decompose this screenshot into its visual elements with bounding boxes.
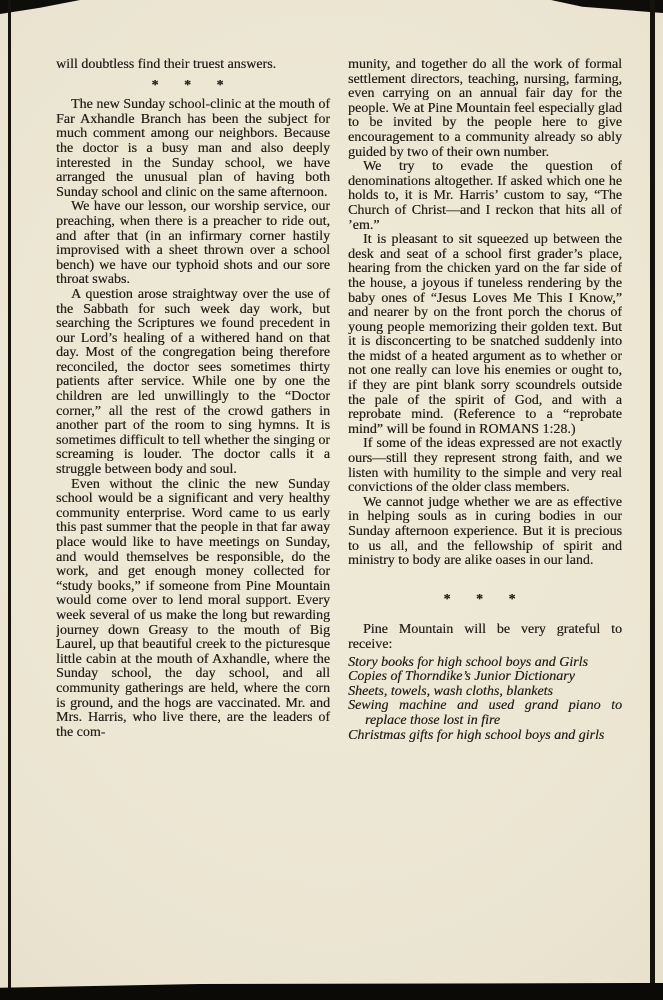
wish-list-item: Sheets, towels, wash cloths, blankets xyxy=(348,683,553,699)
page-content xyxy=(56,58,622,980)
paragraph: If some of the ideas expressed are not exactly ours—still they represent strong faith, and we listen with humility to the simple and very real convictions of the older class members. xyxy=(348,436,622,496)
scan-artifact-bottom-edge-bar xyxy=(0,983,663,1000)
paragraph: The new Sunday school-clinic at the mouth of Far Axhandle Branch has been the subject for much comment among our neighbors. Because the doctor is a busy man and also deeply interested in the Sunday school, we have arranged the unusual plan of having both Sunday school and clinic on the same afternoon. xyxy=(56,97,330,200)
section-separator: * * * xyxy=(151,77,235,93)
appeal-intro-paragraph: Pine Mountain will be very grateful to receive: xyxy=(348,622,622,652)
wish-list xyxy=(348,656,622,744)
continuation-paragraph: munity, and together do all the work of formal settlement directors, teaching, nursing, farming, even carrying on an annual fair day for the people. We at Pine Mountain feel especially glad to be invited by the people here to give encouragement to a community already so ably guided by two of their own number. xyxy=(348,58,622,160)
scan-artifact-left-edge-line xyxy=(8,0,11,1000)
continuation-paragraph: will doubtless find their truest answers. xyxy=(56,58,277,72)
left-column xyxy=(56,58,330,980)
scan-artifact-top-right-corner xyxy=(551,0,663,13)
section-separator: * * * xyxy=(443,591,527,607)
right-column xyxy=(348,58,622,980)
scan-artifact-right-edge-line xyxy=(650,0,655,1000)
wish-list-item: Christmas gifts for high school boys and girls xyxy=(348,727,605,743)
paragraph: We try to evade the question of denominations altogether. If asked which one he holds to, it is Mr. Harris’ custom to say, “The Church of Christ—and I reckon that hits all of ’em.” xyxy=(348,159,622,233)
wish-list-item: Story books for high school boys and Girls xyxy=(348,654,588,670)
paragraph: A question arose straightway over the use of the Sabbath for such week day work, but searching the Scriptures we found precedent in our Lord’s healing of a withered hand on that day. Most of the congregation being therefore reconciled, the doctor sees sometimes thirty patients after service. While one by one the children are led unwillingly to the “Doctor corner,” all the rest of the crowd gathers in another part of the room to sing hymns. It is sometimes difficult to tell whether the singing or screaming is louder. The doctor calls it a struggle between body and soul. xyxy=(56,286,330,478)
paragraph: It is pleasant to sit squeezed up between the desk and seat of a school first grader’s place, hearing from the chicken yard on the far side of the house, a joyous if tuneless rendering by the baby ones of “Jesus Loves Me This I Know,” and nearer by on the front porch the chorus of young people memorizing their golden text. But it is disconcerting to be snatched suddenly into the midst of a heated argument as to whether or not one really can love his enemies or ought to, if they are pint blank sorry scoundrels outside the pale of the spirit of God, and with a reprobate mind. (Reference to a “reprobate mind” will be found in ROMANS 1:28.) xyxy=(348,232,622,437)
paragraph: We cannot judge whether we are as effective in helping souls as in curing bodies in our Sunday afternoon experience. But it is precious to us all, and the fellowship of spirit and ministry to body are alike oases in our land. xyxy=(348,494,622,569)
scan-artifact-top-left-corner xyxy=(0,0,80,14)
paragraph: Even without the clinic the new Sunday school would be a significant and very healthy community enterprise. Word came to us early this past summer that the people in that far away place would like to have meetings on Sunday, and would themselves be responsible, do the work, and get enough money collected for “study books,” if someone from Pine Mountain would come over to lend moral support. Every week several of us make the long but rewarding journey down Greasy to the mouth of Big Laurel, up that beautiful creek to the picturesque little cabin at the mouth of Axhandle, where the Sunday school, the day school, and all community gatherings are held, where the corn is ground, and the hogs are vaccinated. Mr. and Mrs. Harris, who live there, are the leaders of the com- xyxy=(56,476,330,740)
paragraph: We have our lesson, our worship service, our preaching, when there is a preacher to ride out, and after that (in an infirmary corner hastily improvised with a sheet thrown over a school bench) we have our typhoid shots and our sore throat swabs. xyxy=(56,199,330,288)
wish-list-item: Copies of Thorndike’s Junior Dictionary xyxy=(348,669,575,685)
wish-list-item: Sewing machine and used grand piano to replace those lost in fire xyxy=(348,698,622,728)
